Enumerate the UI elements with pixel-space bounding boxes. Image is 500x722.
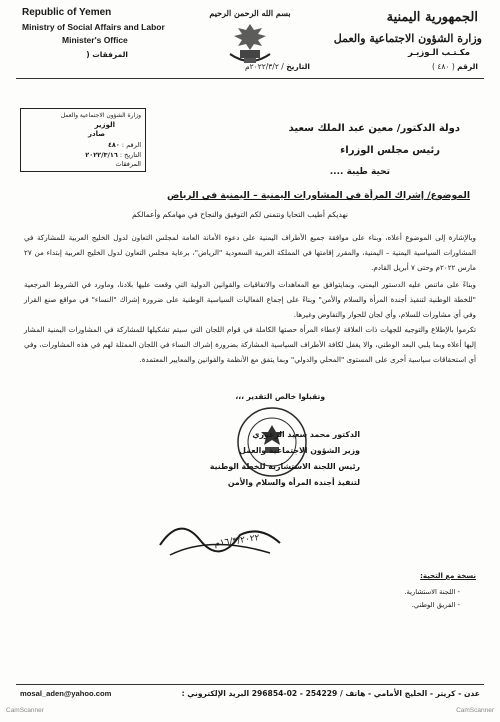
signatory-title-2: رئيس اللجنة الاستشارية للخطة الوطنية xyxy=(209,462,360,471)
closing: وتقبلوا خالص التقدير ،،، xyxy=(235,392,325,401)
watermark-right: CamScanner xyxy=(456,707,494,714)
stamp-line3: صادر xyxy=(87,130,105,138)
copy-item-2: - الفريق الوطني. xyxy=(411,601,460,609)
addressee-title: رئيس مجلس الوزراء xyxy=(340,145,440,156)
header-en-attachments: المرفقات ( xyxy=(86,50,128,59)
stamp-att: المرفقات xyxy=(115,160,141,168)
watermark-left: CamScanner xyxy=(6,707,44,714)
paragraph-3: تكرموا بالإطلاع والتوجيه للجهات ذات العلاقة لإعطاء المرأة حصتها الكاملة في قوام اللجان التي سيتم تشكيلها للمشاركة في المشاورات اليمنية المشار إليها أعلاه وبما يلبي البعد الوطني، والا يغفل لكافة الأطراف السياسية المشاركة بضرورة إشراك النساء في اللجان الممثلة لهم في هذه المشاورات، وفي أي استحقاقات سياسية أخرى على المستوى "المحلي والدولي" وبما يتفق مع الأنظمة والقوانين والمعايير المعتمدة. xyxy=(24,325,476,364)
paragraph-2: وبناءً على ماتنص عليه الدستور اليمني، وبمايتوافق مع المعاهدات والاتفاقيات والقوانين الدولية التي وقعت عليها بلادنا، وماورد في الشروط المرجعية "للخطة الوطنية لتنفيذ أجندة المرأة والسلام والأمن" وبناءً على إجماع الفعاليات السياسية الوطنية على ضرورة إشراك "النساء" في مواقع صنع القرار وفي أي مشاورات للسلام، وأي لجان للحوار والتفاوض وغيرها. xyxy=(24,280,476,319)
header-ar-office: مكـتـب الـوزيـر xyxy=(407,48,470,58)
header-ref xyxy=(378,62,478,71)
header-ar-ministry: وزارة الشؤون الاجتماعية والعمل xyxy=(333,32,482,45)
stamp-date-label: التاريخ xyxy=(124,151,141,159)
header-en-country: Republic of Yemen xyxy=(22,7,112,18)
opening-greeting: نهديكم أطيب التحايا ونتمنى لكم التوفيق والنجاح في مهامكم وأعمالكم xyxy=(131,210,348,219)
stamp-num: الرقم : ٤٨٠ xyxy=(107,141,141,149)
ref-value: ( ٤٨٠ ) xyxy=(432,62,455,71)
handwritten-date: ١٦/٣/٢٠٢٢م xyxy=(213,533,261,550)
signatory-name: الدكتور محمد سعيد الزعوري xyxy=(252,430,360,439)
copy-item-1: - اللجنة الاستشارية. xyxy=(404,588,460,596)
stamp-line2: الوزير xyxy=(94,121,115,129)
subject-line: الموضوع/ إشراك المرأة في المشاورات اليمنية – اليمنية في الرياض xyxy=(167,190,470,201)
signatory-title-1: وزير الشؤون الاجتماعية والعمل xyxy=(239,446,360,455)
date-value: / ٢٠٢٢/٣/٢م xyxy=(244,62,284,71)
header-en-ministry: Ministry of Social Affairs and Labor xyxy=(22,22,165,32)
footer-email: mosal_aden@yahoo.com xyxy=(20,689,112,698)
addressee-name: دولة الدكتور/ معين عبد الملك سعيد xyxy=(288,123,460,134)
handwritten-signature-icon xyxy=(150,505,290,565)
stamp-num-value: ٤٨٠ xyxy=(107,141,120,149)
signatory-title-3: لتنفيذ أجندة المرأة والسلام والأمن xyxy=(227,478,360,487)
footer-contact: عدن - كريتر - الخليج الأمامي - هاتف / 254229 - 02-296854 البريد الإلكتروني : xyxy=(181,689,480,698)
stamp-date-value: ٢٠٢٢/٣/١٦ xyxy=(85,151,118,159)
ref-label: الرقم xyxy=(457,62,478,71)
header-ar-republic: الجمهورية اليمنية xyxy=(386,10,478,25)
basmala: بسم الله الرحمن الرحيم xyxy=(209,8,291,18)
paragraph-1: وبالإشارة إلى الموضوع أعلاه، وبناء على موافقة جميع الأطراف اليمنية على دعوة الأمانة العامة لمجلس التعاون لدول الخليج العربية للمشاركة في المشاورات السياسية اليمنية – اليمنية، والمقرر إقامتها في المملكة العربية السعودية "الرياض"، برعاية مجلس التعاون لدول الخليج العربية إبتداء من ٢٧ مارس ٢٠٢٢م وحتى ٧ أبريل القادم. xyxy=(24,233,476,272)
date-label: التاريخ xyxy=(286,62,310,71)
outgoing-stamp xyxy=(20,108,146,172)
stamp-num-label: الرقم xyxy=(126,141,141,149)
header-en-office: Minister's Office xyxy=(62,35,128,45)
header-date xyxy=(180,62,310,71)
stamp-line1: وزارة الشؤون الاجتماعية والعمل xyxy=(60,112,141,119)
header-divider xyxy=(16,78,484,79)
footer-divider xyxy=(16,684,484,685)
yemen-emblem-icon xyxy=(220,20,280,68)
stamp-date: التاريخ : ٢٠٢٢/٣/١٦ xyxy=(85,151,141,159)
greeting: تحية طيبة .... xyxy=(329,167,390,177)
copies-heading: نسخة مع التحية: xyxy=(420,572,476,580)
